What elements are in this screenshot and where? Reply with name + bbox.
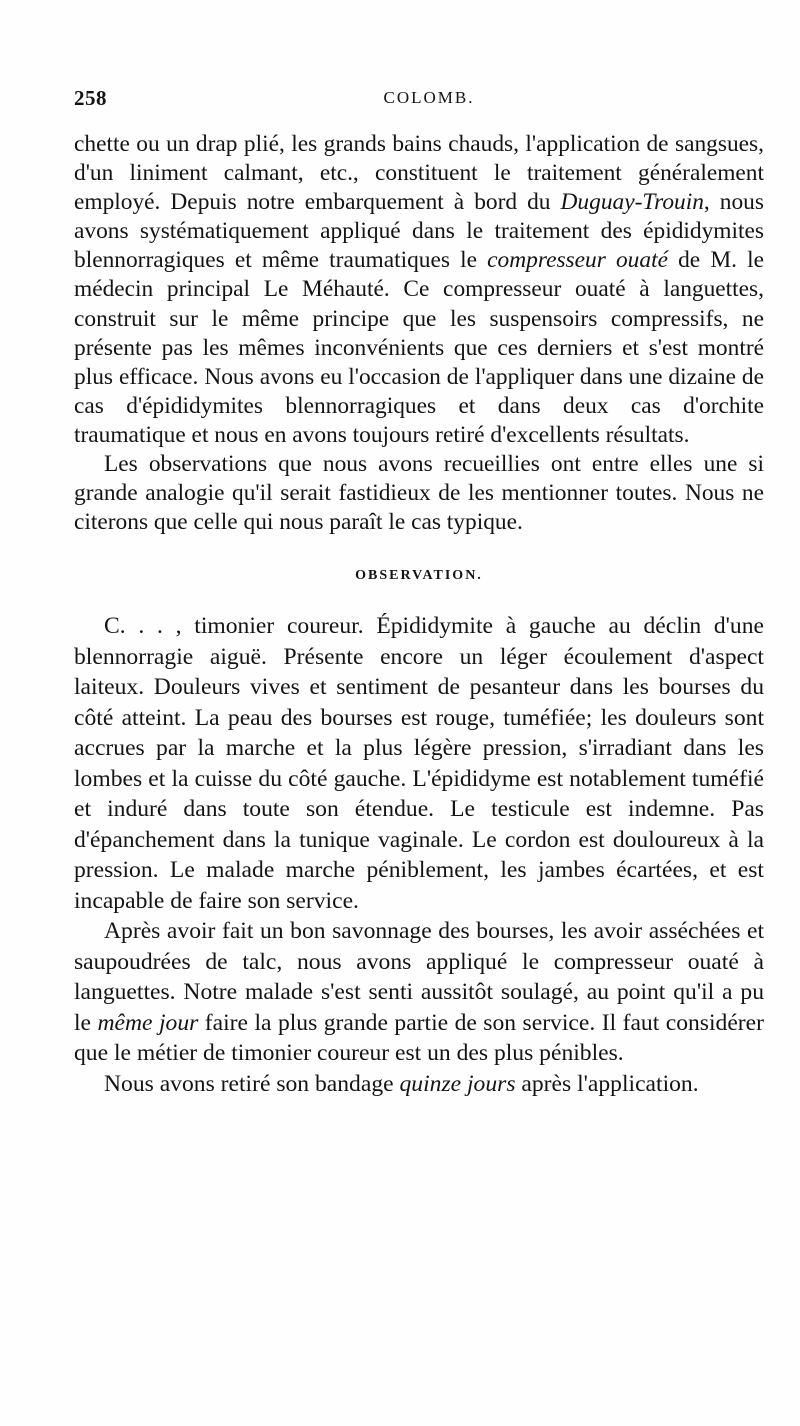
intro-text-part2: , nous avons systématiquement appliqué dans le traitement des épididymites blennorragiques et même traumatiques le: [74, 189, 764, 274]
observation-paragraph-1: C. . . , timonier coureur. Épididymite à gauche au déclin d'une blennorragie aiguë. Présente encore un léger écoulement d'aspect laiteux. Douleurs vives et sentiment de pesanteur dans les bourses du côté atteint. La peau des bourses est rouge, tuméfiée; les douleurs sont accrues par la marche et la plus légère pression, s'irradiant dans les lombes et la cuisse du côté gauche. L'épididyme est notablement tuméfié et induré dans toute son étendue. Le testicule est indemne. Pas d'épanchement dans la tunique vaginale. Le cordon est douloureux à la pression. Le malade marche péniblement, les jambes écartées, et est incapable de faire son service.: [74, 613, 764, 914]
device-name: compresseur ouaté: [487, 247, 668, 274]
page-number: 258: [74, 86, 107, 110]
observation-paragraph-3: [74, 1069, 764, 1100]
observation-block: [74, 611, 764, 1099]
ship-name: Duguay-Trouin: [560, 189, 704, 216]
intro-text-part3: de M. le médecin principal Le Méhauté. Ce compresseur ouaté à languettes, construit sur le même principe que les suspensoirs compressifs, ne présente pas les mêmes inconvénients que ces derniers et s'est montré plus efficace. Nous avons eu l'occasion de l'appliquer dans une dizaine de cas d'épididymites blennorragiques et dans deux cas d'orchite traumatique et nous en avons toujours retiré d'excellents résultats.: [74, 247, 765, 448]
observation-p2-part2: faire la plus grande partie de son service. Il faut considérer que le métier de timonier coureur est un des plus pénibles.: [74, 1009, 764, 1067]
intro-text-part1: chette ou un drap plié, les grands bains chauds, l'application de sangsues, d'un liniment calmant, etc., constituent le traitement généralement employé. Depuis notre embarquement à bord du: [74, 131, 764, 216]
observation-p3-part1: Nous avons retiré son bandage: [104, 1070, 400, 1097]
body-text: [74, 130, 764, 1099]
intro-paragraph: [74, 130, 764, 450]
observation-p2-part1: Après avoir fait un bon savonnage des bourses, les avoir asséchées et saupoudrées de talc, nous avons appliqué le compresseur ouaté à languettes. Notre malade s'est senti aussitôt soulagé, au point qu'il a pu le: [74, 918, 764, 1036]
running-title: COLOMB.: [383, 88, 475, 107]
running-head: [74, 86, 764, 116]
paragraph-observations: Les observations que nous avons recueillies ont entre elles une si grande analogie qu'il serait fastidieux de les mentionner toutes. Nous ne citerons que celle qui nous paraît le cas typique.: [74, 451, 764, 536]
observation-p2-italic: même jour: [97, 1009, 199, 1036]
observation-p3-part2: après l'application.: [515, 1070, 699, 1097]
section-heading: OBSERVATION.: [355, 568, 483, 584]
observation-p3-italic: quinze jours: [399, 1070, 516, 1097]
observation-paragraph-2: [74, 916, 764, 1069]
